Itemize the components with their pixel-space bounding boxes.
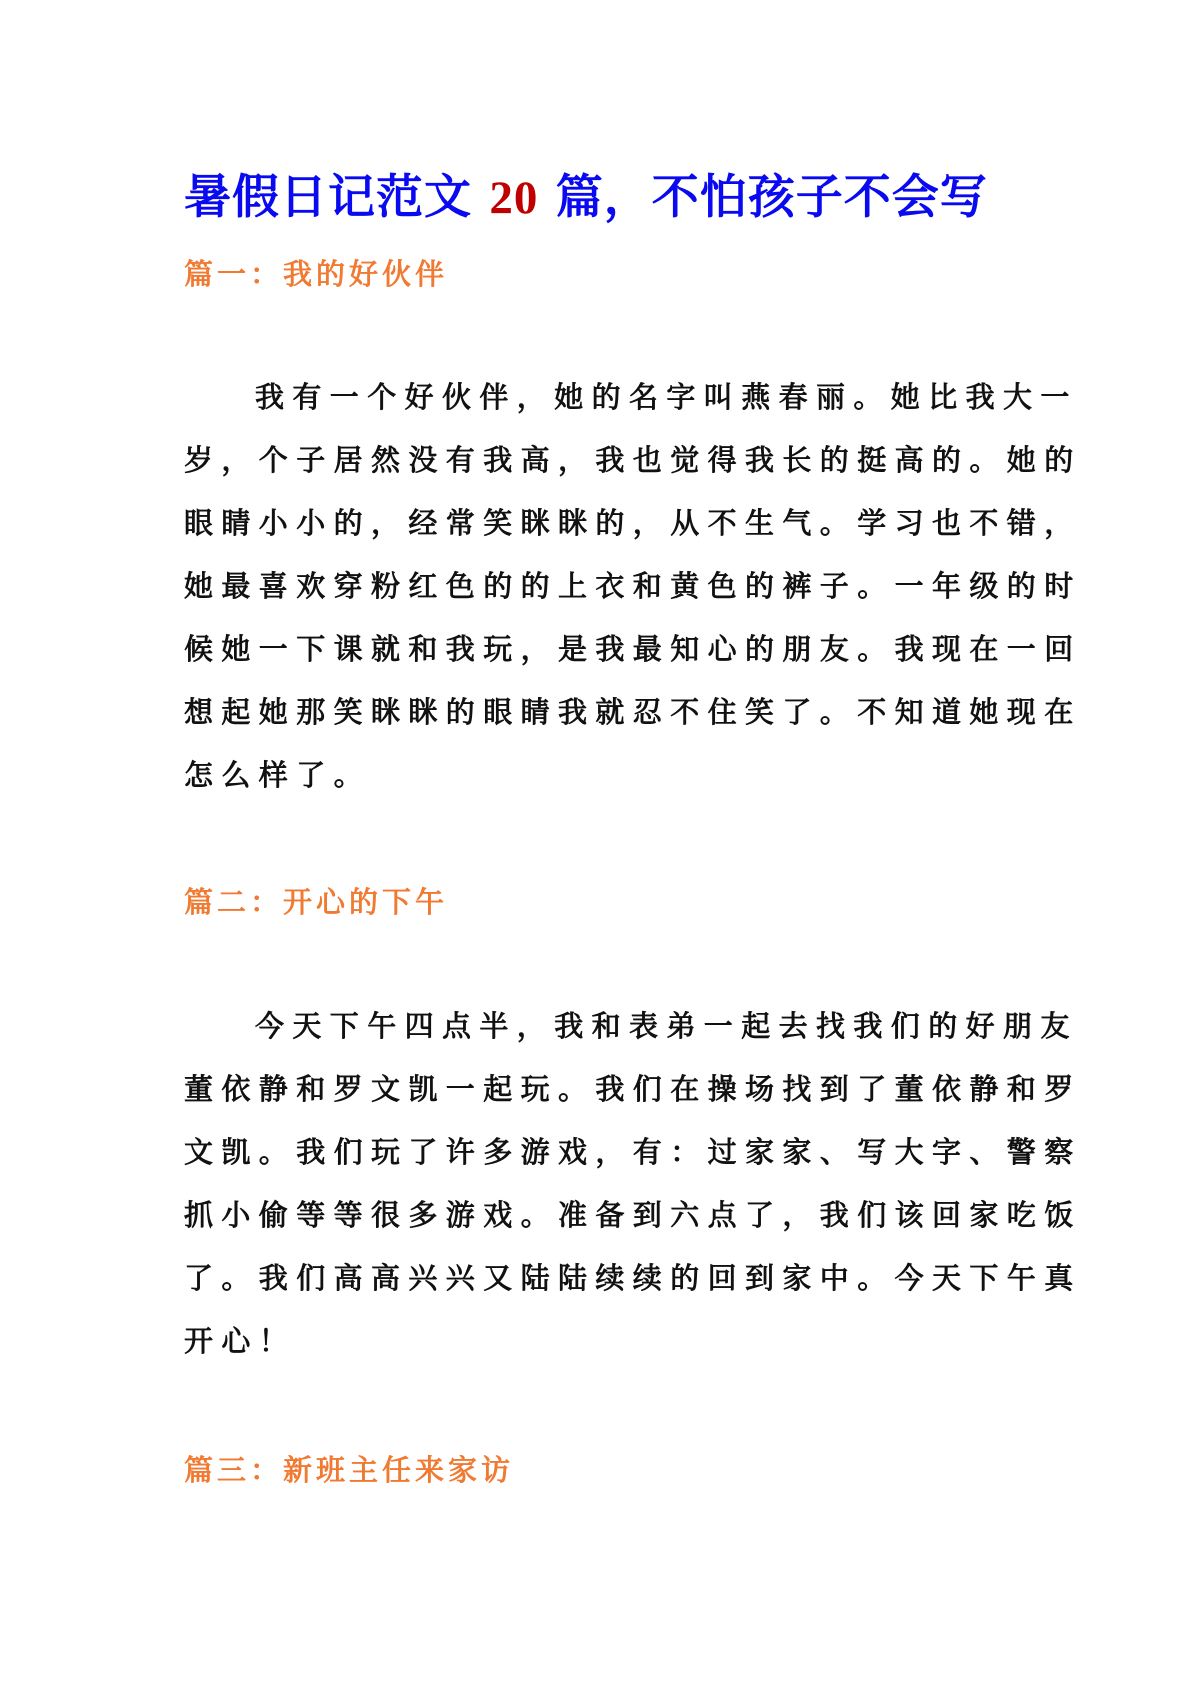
paragraph-line: 了。我们高高兴兴又陆陆续续的回到家中。今天下午真 <box>184 1261 1082 1295</box>
section-1-body <box>184 366 1082 807</box>
paragraph-line: 候她一下课就和我玩，是我最知心的朋友。我现在一回 <box>184 632 1082 666</box>
document-title <box>184 160 1024 227</box>
title-text-suffix: 篇，不怕孩子不会写 <box>538 170 988 225</box>
paragraph-line: 怎么样了。 <box>184 758 372 792</box>
paragraph-line: 岁，个子居然没有我高，我也觉得我长的挺高的。她的 <box>184 443 1082 477</box>
title-number: 20 <box>489 172 539 224</box>
paragraph-line: 想起她那笑眯眯的眼睛我就忍不住笑了。不知道她现在 <box>184 695 1082 729</box>
paragraph-line: 眼睛小小的，经常笑眯眯的，从不生气。学习也不错， <box>184 506 1082 540</box>
paragraph-line: 董依静和罗文凯一起玩。我们在操场找到了董依静和罗 <box>184 1072 1082 1106</box>
section-heading-3: 篇三：新班主任来家访 <box>184 1453 515 1487</box>
paragraph-line: 抓小偷等等很多游戏。准备到六点了，我们该回家吃饭 <box>184 1198 1082 1232</box>
paragraph-line: 开心！ <box>184 1324 297 1358</box>
paragraph-line: 我有一个好伙伴，她的名字叫燕春丽。她比我大一 <box>255 380 1078 414</box>
section-2-body <box>184 995 1082 1373</box>
section-heading-2: 篇二：开心的下午 <box>184 885 449 919</box>
title-text: 暑假日记范文 <box>184 170 490 225</box>
paragraph-line: 她最喜欢穿粉红色的的上衣和黄色的裤子。一年级的时 <box>184 569 1082 603</box>
section-heading-1: 篇一：我的好伙伴 <box>184 257 449 291</box>
paragraph-line: 今天下午四点半，我和表弟一起去找我们的好朋友 <box>255 1009 1078 1043</box>
paragraph-line: 文凯。我们玩了许多游戏，有：过家家、写大字、警察 <box>184 1135 1082 1169</box>
